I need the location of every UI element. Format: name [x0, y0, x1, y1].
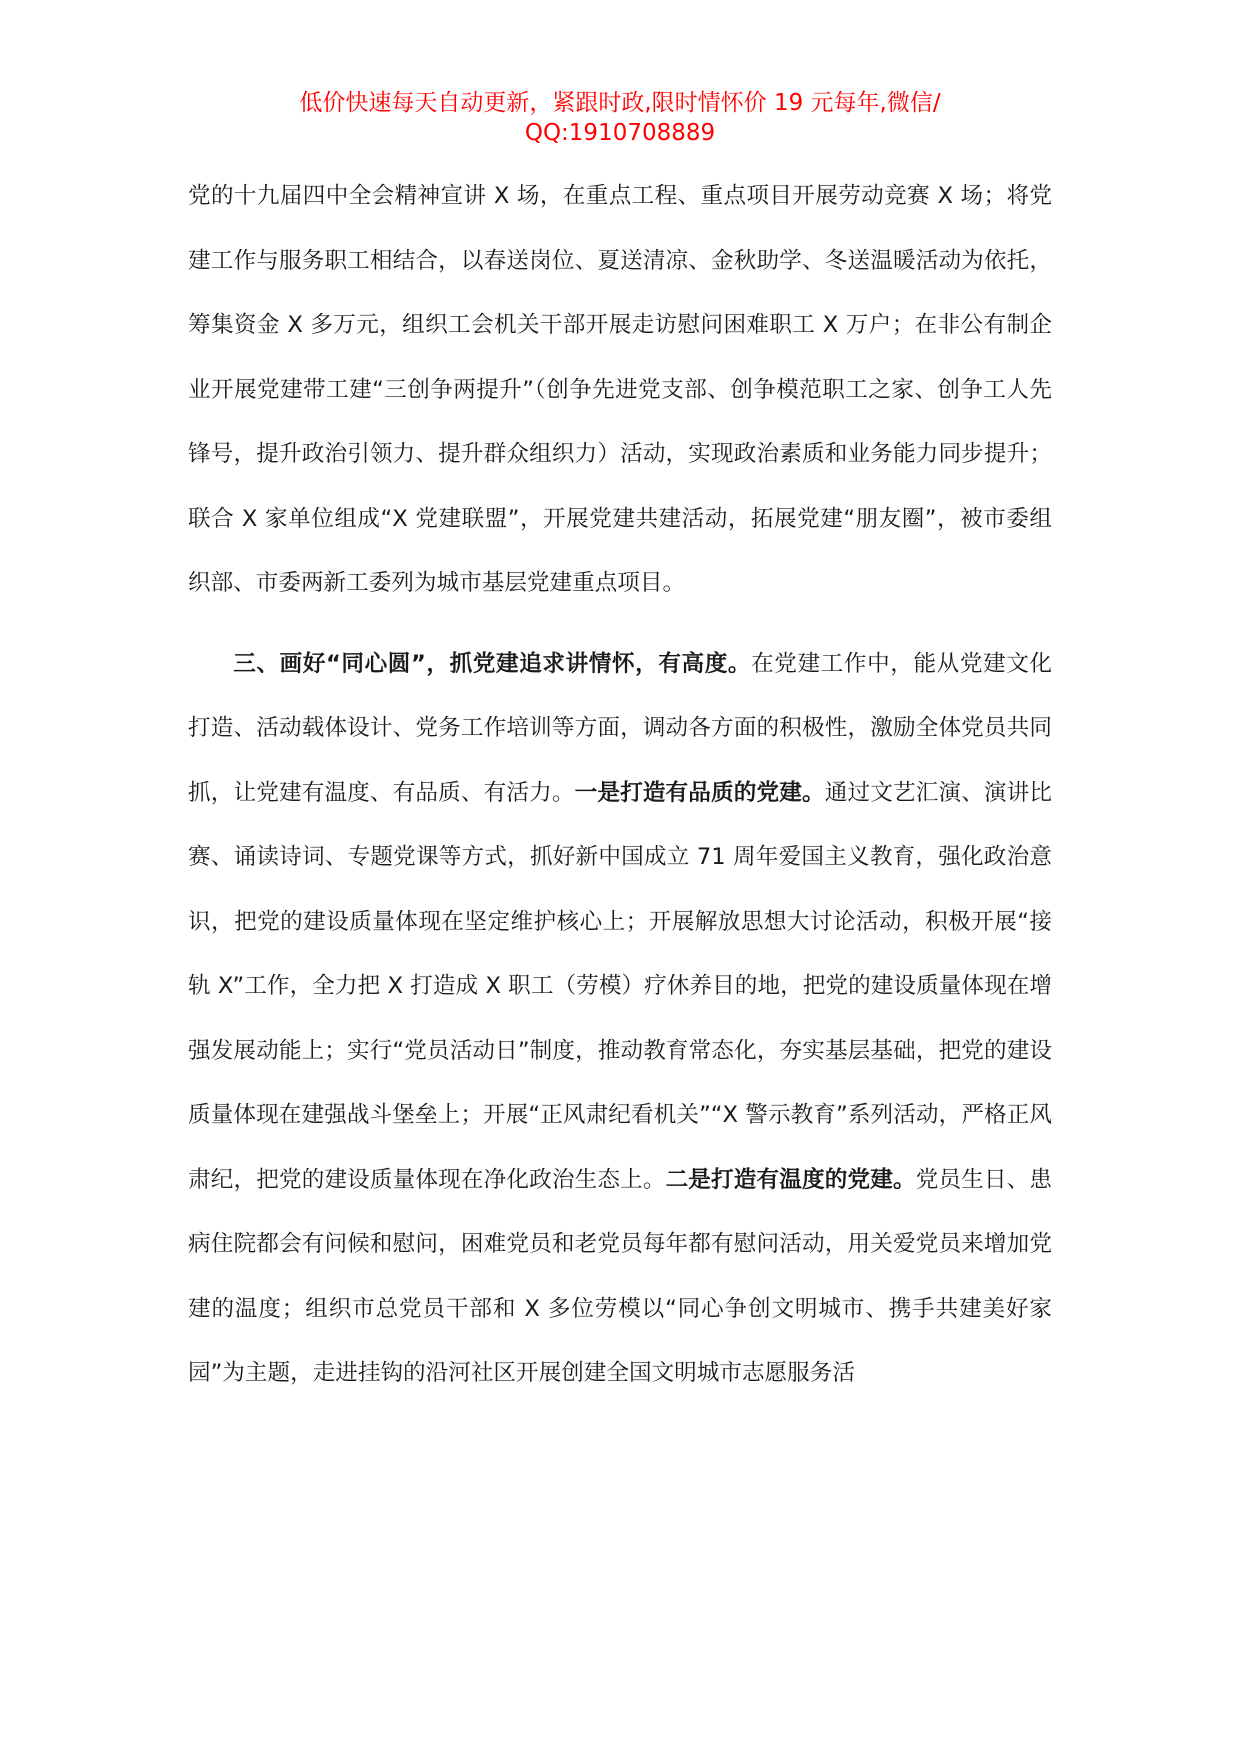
header-line-2: QQ:1910708889	[524, 120, 716, 146]
paragraph-2-text-1: 在党建工作中，能从党建文化打造、活动载体设计、党务工作培训等方面，调动各方面的积极性，激励全体党员共同抓，让党建有温度、有品质、有活力。	[188, 650, 1053, 806]
advertisement-header	[190, 88, 1050, 148]
paragraph-1-text: 党的十九届四中全会精神宣讲 X 场，在重点工程、重点项目开展劳动竞赛 X 场；将党建工作与服务职工相结合，以春送岗位、夏送清凉、金秋助学、冬送温暖活动为依托，筹集资金 X 多万元，组织工会机关干部开展走访慰问困难职工 X 万户；在非公有制企业开展党建带工建“三创争两提升”（创争先进党支部、创争模范职工之家、创争工人先锋号，提升政治引领力、提升群众组织力）活动，实现政治素质和业务能力同步提升；联合 X 家单位组成“X 党建联盟”，开展党建共建活动，拓展党建“朋友圈”，被市委组织部、市委两新工委列为城市基层党建重点项目。	[188, 183, 1052, 596]
document-body	[188, 164, 1052, 1406]
paragraph-1	[188, 164, 1052, 616]
subheading-1: 一是打造有品质的党建。	[574, 779, 825, 806]
paragraph-2	[188, 632, 1052, 1406]
paragraph-2-text-2: 通过文艺汇演、演讲比赛、诵读诗词、专题党课等方式，抓好新中国成立 71 周年爱国主义教育，强化政治意识，把党的建设质量体现在坚定维护核心上；开展解放思想大讨论活动，积极开展“接轨 X”工作，全力把 X 打造成 X 职工（劳模）疗休养目的地，把党的建设质量体现在增强发展动能上；实行“党员活动日”制度，推动教育常态化，夯实基层基础，把党的建设质量体现在建强战斗堡垒上；开展“正风肃纪看机关”“X 警示教育”系列活动，严格正风肃纪，把党的建设质量体现在净化政治生态上。	[188, 779, 1053, 1193]
section-heading: 三、画好“同心圆”，抓党建追求讲情怀，有高度。	[233, 650, 752, 677]
subheading-2: 二是打造有温度的党建。	[665, 1166, 916, 1193]
paragraph-2-text-3: 党员生日、患病住院都会有问候和慰问，困难党员和老党员每年都有慰问活动，用关爱党员来增加党建的温度；组织市总党员干部和 X 多位劳模以“同心争创文明城市、携手共建美好家园”为主题，走进挂钩的沿河社区开展创建全国文明城市志愿服务活	[188, 1166, 1053, 1386]
header-line-1: 低价快速每天自动更新，紧跟时政,限时情怀价 19 元每年,微信/	[299, 90, 941, 116]
